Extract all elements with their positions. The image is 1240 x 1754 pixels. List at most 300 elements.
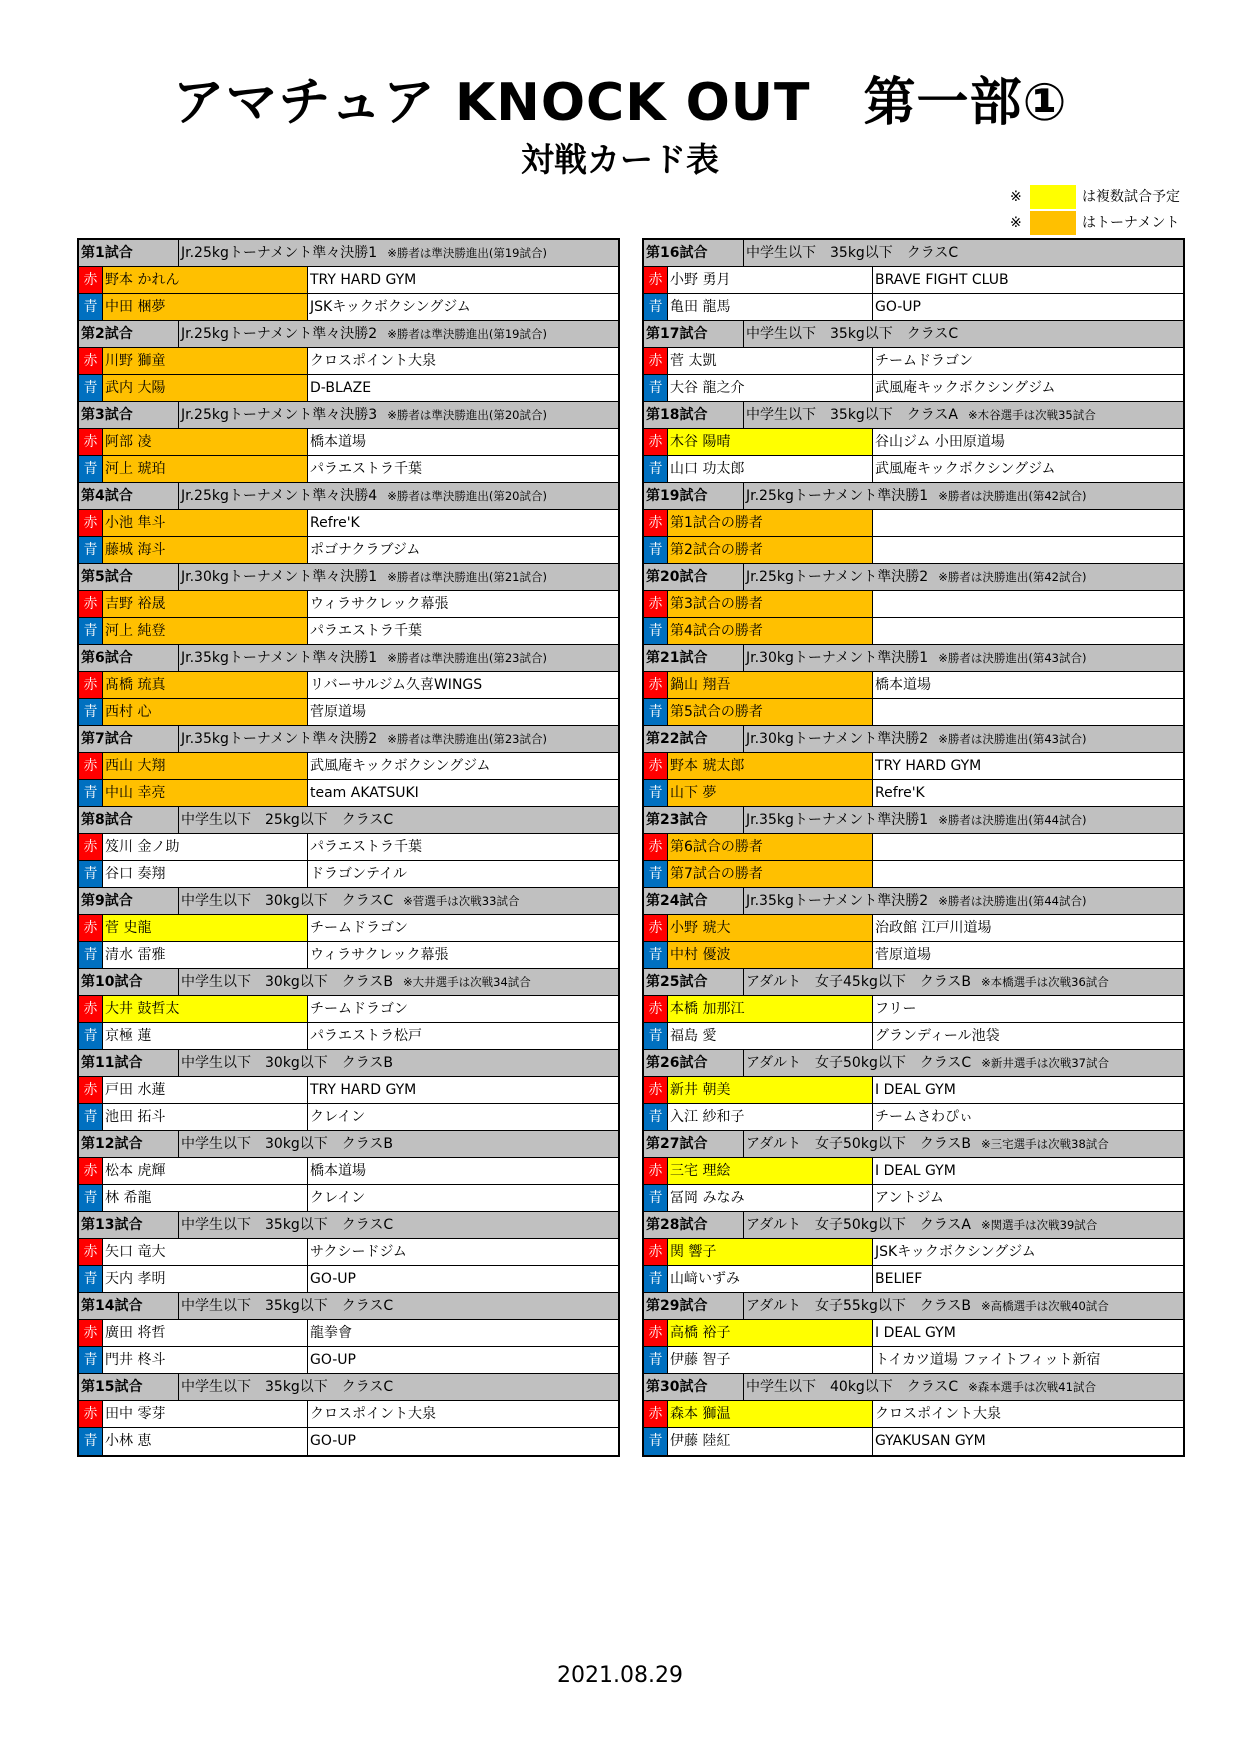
- bout-header: [79, 645, 618, 672]
- fighter-gym: クロスポイント大泉: [310, 1406, 436, 1422]
- bout-class-label: 中学生以下 30kg以下 クラスB: [181, 1136, 393, 1152]
- legend-label: はトーナメント: [1082, 215, 1180, 231]
- fighter-name: 西村 心: [103, 699, 308, 725]
- fighter-gym: [873, 510, 1183, 536]
- fighter-gym: クロスポイント大泉: [875, 1406, 1001, 1422]
- red-corner-row: [79, 510, 618, 537]
- fighter-name: 第2試合の勝者: [668, 537, 873, 563]
- bout-number: 第5試合: [79, 564, 179, 590]
- red-corner-row: [644, 1320, 1183, 1347]
- legend-label: は複数試合予定: [1082, 189, 1180, 205]
- red-corner-row: [79, 672, 618, 699]
- bout-number: 第28試合: [644, 1212, 744, 1238]
- blue-corner-badge: 青: [79, 1185, 103, 1211]
- fighter-gym: アントジム: [875, 1190, 944, 1206]
- bout-class: [179, 1212, 618, 1238]
- fighter-gym: 菅原道場: [875, 947, 931, 963]
- bout-class-label: Jr.35kgトーナメント準決勝2: [746, 893, 929, 909]
- blue-corner-badge: 青: [79, 780, 103, 806]
- blue-corner-row: [644, 456, 1183, 483]
- bout-number: 第16試合: [644, 240, 744, 266]
- fighter-name: 第5試合の勝者: [668, 699, 873, 725]
- blue-corner-row: [79, 861, 618, 888]
- bout-class: [179, 1050, 618, 1076]
- bout-class-label: 中学生以下 35kg以下 クラスC: [181, 1379, 394, 1395]
- fighter-name: 伊藤 智子: [668, 1347, 873, 1373]
- bout-class-label: 中学生以下 35kg以下 クラスC: [746, 326, 959, 342]
- red-corner-row: [644, 510, 1183, 537]
- blue-corner-row: [79, 537, 618, 564]
- fighter-gym: 谷山ジム 小田原道場: [875, 434, 1005, 450]
- blue-corner-row: [644, 1185, 1183, 1212]
- red-corner-row: [644, 1158, 1183, 1185]
- bout-class-label: 中学生以下 30kg以下 クラスB: [181, 1055, 393, 1071]
- fighter-name: 門井 柊斗: [103, 1347, 308, 1373]
- blue-corner-badge: 青: [644, 618, 668, 644]
- bout-class: [179, 1374, 618, 1400]
- red-corner-row: [644, 267, 1183, 294]
- fighter-name: 菅 太凱: [668, 348, 873, 374]
- blue-corner-badge: 青: [79, 618, 103, 644]
- fighter-name: 第7試合の勝者: [668, 861, 873, 887]
- red-corner-badge: 赤: [644, 672, 668, 698]
- blue-corner-badge: 青: [79, 1347, 103, 1373]
- fighter-name: 大谷 龍之介: [668, 375, 873, 401]
- fighter-gym: TRY HARD GYM: [310, 272, 417, 288]
- bout-class-label: 中学生以下 30kg以下 クラスB: [181, 974, 393, 990]
- blue-corner-row: [79, 1104, 618, 1131]
- fighter-name: 関 響子: [668, 1239, 873, 1265]
- bout-class-label: 中学生以下 25kg以下 クラスC: [181, 812, 394, 828]
- bout-header: [644, 240, 1183, 267]
- fighter-gym: ドラゴンテイル: [310, 866, 408, 882]
- blue-corner-badge: 青: [644, 942, 668, 968]
- red-corner-badge: 赤: [79, 672, 103, 698]
- fighter-name: 京極 蓮: [103, 1023, 308, 1049]
- bout-header: [644, 564, 1183, 591]
- bout-table-left: [77, 238, 620, 1457]
- red-corner-badge: 赤: [79, 915, 103, 941]
- fighter-gym: Refre'K: [875, 785, 925, 801]
- fighter-name: 大井 鼓哲太: [103, 996, 308, 1022]
- bout-class: [744, 888, 1183, 914]
- blue-corner-badge: 青: [644, 456, 668, 482]
- bout-class: [744, 1050, 1183, 1076]
- fighter-name: 中山 幸亮: [103, 780, 308, 806]
- bout-note: ※勝者は決勝進出(第44試合): [938, 813, 1087, 827]
- red-corner-badge: 赤: [644, 1077, 668, 1103]
- red-corner-row: [79, 996, 618, 1023]
- fighter-gym: BELIEF: [875, 1271, 923, 1287]
- blue-corner-badge: 青: [79, 456, 103, 482]
- fighter-gym: JSKキックボクシングジム: [310, 299, 471, 315]
- fighter-gym: 菅原道場: [310, 704, 366, 720]
- fighter-gym: クレイン: [310, 1109, 366, 1125]
- blue-corner-badge: 青: [79, 699, 103, 725]
- bout-note: ※勝者は準決勝進出(第23試合): [387, 651, 547, 665]
- fighter-gym: GO-UP: [310, 1433, 356, 1449]
- blue-corner-badge: 青: [644, 861, 668, 887]
- red-corner-row: [644, 429, 1183, 456]
- bout-note: ※勝者は決勝進出(第42試合): [938, 489, 1087, 503]
- fighter-gym: パラエストラ千葉: [310, 623, 422, 639]
- bout-class: [179, 969, 618, 995]
- fighter-name: 野本 かれん: [103, 267, 308, 293]
- bout-number: 第29試合: [644, 1293, 744, 1319]
- bout-class: [179, 483, 618, 509]
- bout-number: 第19試合: [644, 483, 744, 509]
- fighter-gym: 橋本道場: [310, 1163, 366, 1179]
- fighter-gym: [873, 537, 1183, 563]
- red-corner-row: [79, 429, 618, 456]
- bout-class-label: Jr.30kgトーナメント準決勝1: [746, 650, 929, 666]
- bout-header: [644, 321, 1183, 348]
- fighter-name: 入江 紗和子: [668, 1104, 873, 1130]
- fighter-gym: TRY HARD GYM: [310, 1082, 417, 1098]
- red-corner-badge: 赤: [79, 996, 103, 1022]
- bout-number: 第24試合: [644, 888, 744, 914]
- bout-note: ※木谷選手は次戦35試合: [967, 408, 1096, 422]
- bout-note: ※大井選手は次戦34試合: [403, 975, 531, 989]
- red-corner-badge: 赤: [644, 1239, 668, 1265]
- bout-note: ※菅選手は次戦33試合: [403, 894, 520, 908]
- bout-class-label: Jr.35kgトーナメント準々決勝1: [181, 650, 378, 666]
- blue-corner-row: [79, 942, 618, 969]
- legend-mark: ※: [1010, 189, 1022, 205]
- bout-class: [179, 321, 618, 347]
- fighter-gym: リバーサルジム久喜WINGS: [310, 677, 483, 693]
- blue-corner-badge: 青: [644, 1023, 668, 1049]
- bout-header: [644, 807, 1183, 834]
- blue-corner-row: [79, 1266, 618, 1293]
- red-corner-badge: 赤: [644, 1401, 668, 1427]
- fighter-name: 冨岡 みなみ: [668, 1185, 873, 1211]
- fighter-name: 谷口 奏翔: [103, 861, 308, 887]
- red-corner-badge: 赤: [79, 1320, 103, 1346]
- fighter-name: 山口 功太郎: [668, 456, 873, 482]
- fighter-gym: JSKキックボクシングジム: [875, 1244, 1036, 1260]
- blue-corner-badge: 青: [644, 294, 668, 320]
- fighter-name: 鍋山 翔吾: [668, 672, 873, 698]
- fighter-gym: [873, 699, 1183, 725]
- bout-class: [744, 240, 1183, 266]
- red-corner-row: [79, 1239, 618, 1266]
- red-corner-row: [644, 753, 1183, 780]
- red-corner-row: [644, 1077, 1183, 1104]
- fighter-gym: パラエストラ千葉: [310, 839, 422, 855]
- fighter-gym: I DEAL GYM: [875, 1082, 956, 1098]
- blue-corner-badge: 青: [79, 942, 103, 968]
- fighter-name: 森本 獅温: [668, 1401, 873, 1427]
- bout-class: [744, 402, 1183, 428]
- blue-corner-badge: 青: [644, 1185, 668, 1211]
- blue-corner-badge: 青: [644, 1266, 668, 1292]
- red-corner-badge: 赤: [644, 1320, 668, 1346]
- bout-number: 第22試合: [644, 726, 744, 752]
- blue-corner-badge: 青: [79, 861, 103, 887]
- fighter-gym: クレイン: [310, 1190, 366, 1206]
- bout-class: [179, 888, 618, 914]
- blue-corner-row: [644, 699, 1183, 726]
- red-corner-row: [644, 1239, 1183, 1266]
- fighter-name: 三宅 理絵: [668, 1158, 873, 1184]
- bout-class-label: Jr.30kgトーナメント準々決勝1: [181, 569, 378, 585]
- bout-header: [79, 1374, 618, 1401]
- bout-class-label: アダルト 女子50kg以下 クラスA: [746, 1217, 971, 1233]
- fighter-gym: チームドラゴン: [310, 1001, 408, 1017]
- red-corner-badge: 赤: [644, 753, 668, 779]
- bout-header: [644, 969, 1183, 996]
- fighter-name: 林 希龍: [103, 1185, 308, 1211]
- bout-class-label: 中学生以下 40kg以下 クラスC: [746, 1379, 959, 1395]
- blue-corner-badge: 青: [79, 1428, 103, 1455]
- bout-number: 第25試合: [644, 969, 744, 995]
- bout-number: 第2試合: [79, 321, 179, 347]
- bout-note: ※勝者は決勝進出(第43試合): [938, 651, 1087, 665]
- red-corner-badge: 赤: [644, 996, 668, 1022]
- bout-note: ※勝者は決勝進出(第42試合): [938, 570, 1087, 584]
- bout-header: [644, 1293, 1183, 1320]
- fighter-name: 吉野 裕晟: [103, 591, 308, 617]
- fighter-gym: I DEAL GYM: [875, 1325, 956, 1341]
- bout-class-label: 中学生以下 35kg以下 クラスC: [746, 245, 959, 261]
- bout-number: 第18試合: [644, 402, 744, 428]
- fighter-name: 髙橋 琉真: [103, 672, 308, 698]
- bout-class: [744, 726, 1183, 752]
- red-corner-badge: 赤: [79, 1239, 103, 1265]
- blue-corner-badge: 青: [644, 537, 668, 563]
- bout-note: ※新井選手は次戦37試合: [981, 1056, 1109, 1070]
- fighter-gym: パラエストラ千葉: [310, 461, 422, 477]
- bout-class-label: 中学生以下 35kg以下 クラスA: [746, 407, 958, 423]
- bout-class-label: Jr.35kgトーナメント準々決勝2: [181, 731, 378, 747]
- red-corner-row: [79, 834, 618, 861]
- bout-header: [644, 1050, 1183, 1077]
- red-corner-row: [644, 1401, 1183, 1428]
- bout-class: [179, 726, 618, 752]
- bout-number: 第30試合: [644, 1374, 744, 1400]
- fighter-gym: 武風庵キックボクシングジム: [310, 758, 491, 774]
- bout-class: [179, 645, 618, 671]
- fighter-gym: D-BLAZE: [310, 380, 372, 396]
- bout-header: [79, 807, 618, 834]
- fighter-gym: BRAVE FIGHT CLUB: [875, 272, 1009, 288]
- fighter-name: 第4試合の勝者: [668, 618, 873, 644]
- blue-corner-badge: 青: [644, 1104, 668, 1130]
- bout-number: 第4試合: [79, 483, 179, 509]
- blue-corner-badge: 青: [79, 537, 103, 563]
- blue-corner-badge: 青: [644, 699, 668, 725]
- bout-header: [644, 483, 1183, 510]
- bout-header: [644, 888, 1183, 915]
- bout-number: 第7試合: [79, 726, 179, 752]
- fighter-name: 川野 獅童: [103, 348, 308, 374]
- fighter-gym: 橋本道場: [875, 677, 931, 693]
- bout-number: 第10試合: [79, 969, 179, 995]
- bout-class-label: Jr.25kgトーナメント準々決勝4: [181, 488, 378, 504]
- fighter-gym: サクシードジム: [310, 1244, 407, 1260]
- bout-note: ※高橋選手は次戦40試合: [981, 1299, 1109, 1313]
- fighter-name: 廣田 将哲: [103, 1320, 308, 1346]
- bout-class-label: Jr.25kgトーナメント準決勝1: [746, 488, 929, 504]
- fighter-name: 福島 愛: [668, 1023, 873, 1049]
- red-corner-badge: 赤: [644, 267, 668, 293]
- fighter-name: 戸田 水蓮: [103, 1077, 308, 1103]
- blue-corner-row: [79, 1185, 618, 1212]
- bout-number: 第27試合: [644, 1131, 744, 1157]
- bout-class-label: 中学生以下 30kg以下 クラスC: [181, 893, 394, 909]
- bout-class-label: Jr.25kgトーナメント準々決勝3: [181, 407, 378, 423]
- blue-corner-row: [79, 1347, 618, 1374]
- red-corner-row: [644, 915, 1183, 942]
- bout-header: [79, 483, 618, 510]
- red-corner-badge: 赤: [79, 1158, 103, 1184]
- red-corner-badge: 赤: [79, 753, 103, 779]
- red-corner-row: [644, 996, 1183, 1023]
- blue-corner-row: [644, 1428, 1183, 1455]
- red-corner-badge: 赤: [79, 1401, 103, 1427]
- blue-corner-badge: 青: [644, 1347, 668, 1373]
- red-corner-badge: 赤: [644, 591, 668, 617]
- bout-header: [644, 726, 1183, 753]
- bout-header: [79, 888, 618, 915]
- bout-class: [179, 807, 618, 833]
- bout-header: [644, 645, 1183, 672]
- bout-header: [79, 240, 618, 267]
- bout-class: [179, 402, 618, 428]
- legend-swatch-orange: [1030, 211, 1076, 235]
- fighter-gym: 治政館 江戸川道場: [875, 920, 992, 936]
- fighter-gym: グランディール池袋: [875, 1028, 1000, 1044]
- red-corner-row: [79, 267, 618, 294]
- fighter-name: 松本 虎輝: [103, 1158, 308, 1184]
- bout-number: 第6試合: [79, 645, 179, 671]
- bout-header: [79, 969, 618, 996]
- fighter-gym: ポゴナクラブジム: [310, 542, 421, 558]
- red-corner-row: [79, 1401, 618, 1428]
- bout-note: ※三宅選手は次戦38試合: [981, 1137, 1109, 1151]
- bout-number: 第26試合: [644, 1050, 744, 1076]
- fighter-gym: [873, 834, 1183, 860]
- document-date: 2021.08.29: [557, 1663, 683, 1688]
- bout-note: ※森本選手は次戦41試合: [968, 1380, 1096, 1394]
- fighter-name: 笈川 金ノ助: [103, 834, 308, 860]
- fighter-name: 野本 琥太郎: [668, 753, 873, 779]
- bout-number: 第17試合: [644, 321, 744, 347]
- fighter-name: 伊藤 陸紅: [668, 1428, 873, 1455]
- fighter-gym: GYAKUSAN GYM: [875, 1433, 986, 1449]
- bout-class: [179, 1293, 618, 1319]
- bout-class-label: Jr.30kgトーナメント準決勝2: [746, 731, 929, 747]
- bout-note: ※勝者は準決勝進出(第19試合): [387, 246, 547, 260]
- red-corner-row: [79, 1158, 618, 1185]
- bout-number: 第8試合: [79, 807, 179, 833]
- bout-table-right: [642, 238, 1185, 1457]
- bout-note: ※勝者は準決勝進出(第23試合): [387, 732, 547, 746]
- bout-class-label: Jr.35kgトーナメント準決勝1: [746, 812, 929, 828]
- red-corner-badge: 赤: [79, 591, 103, 617]
- red-corner-badge: 赤: [79, 429, 103, 455]
- fighter-gym: I DEAL GYM: [875, 1163, 956, 1179]
- red-corner-row: [644, 348, 1183, 375]
- blue-corner-row: [644, 618, 1183, 645]
- blue-corner-row: [79, 699, 618, 726]
- red-corner-row: [79, 915, 618, 942]
- fighter-name: 中田 梱夢: [103, 294, 308, 320]
- bout-header: [79, 726, 618, 753]
- bout-number: 第23試合: [644, 807, 744, 833]
- page-subtitle: 対戦カード表: [521, 140, 719, 179]
- red-corner-row: [644, 591, 1183, 618]
- blue-corner-row: [79, 294, 618, 321]
- bout-number: 第9試合: [79, 888, 179, 914]
- blue-corner-row: [644, 861, 1183, 888]
- blue-corner-badge: 青: [644, 375, 668, 401]
- fighter-gym: GO-UP: [310, 1352, 356, 1368]
- bout-class-label: アダルト 女子50kg以下 クラスC: [746, 1055, 972, 1071]
- bout-class-label: アダルト 女子55kg以下 クラスB: [746, 1298, 972, 1314]
- red-corner-row: [79, 591, 618, 618]
- bout-note: ※本橋選手は次戦36試合: [981, 975, 1109, 989]
- fighter-gym: TRY HARD GYM: [875, 758, 982, 774]
- red-corner-badge: 赤: [644, 1158, 668, 1184]
- fighter-gym: 橋本道場: [310, 434, 366, 450]
- bout-note: ※関選手は次戦39試合: [981, 1218, 1098, 1232]
- fighter-gym: GO-UP: [875, 299, 921, 315]
- blue-corner-row: [79, 1428, 618, 1455]
- bout-header: [79, 1212, 618, 1239]
- bout-header: [644, 1374, 1183, 1401]
- bout-class: [744, 564, 1183, 590]
- bout-number: 第14試合: [79, 1293, 179, 1319]
- red-corner-badge: 赤: [79, 510, 103, 536]
- blue-corner-badge: 青: [79, 1104, 103, 1130]
- fighter-name: 西山 大翔: [103, 753, 308, 779]
- bout-number: 第15試合: [79, 1374, 179, 1400]
- bout-class-label: Jr.25kgトーナメント準決勝2: [746, 569, 929, 585]
- bout-class: [744, 645, 1183, 671]
- blue-corner-row: [644, 1347, 1183, 1374]
- fighter-name: 第3試合の勝者: [668, 591, 873, 617]
- bout-number: 第11試合: [79, 1050, 179, 1076]
- fighter-name: 河上 琥珀: [103, 456, 308, 482]
- blue-corner-badge: 青: [79, 1266, 103, 1292]
- blue-corner-row: [644, 780, 1183, 807]
- bout-number: 第21試合: [644, 645, 744, 671]
- fighter-name: 清水 雷雅: [103, 942, 308, 968]
- fighter-gym: 武風庵キックボクシングジム: [875, 380, 1056, 396]
- fighter-name: 池田 拓斗: [103, 1104, 308, 1130]
- bout-note: ※勝者は決勝進出(第44試合): [938, 894, 1087, 908]
- bout-header: [644, 402, 1183, 429]
- bout-note: ※勝者は準決勝進出(第21試合): [387, 570, 547, 584]
- fighter-gym: チームドラゴン: [310, 920, 408, 936]
- fighter-gym: フリー: [875, 1001, 917, 1017]
- fighter-gym: 武風庵キックボクシングジム: [875, 461, 1056, 477]
- red-corner-badge: 赤: [644, 348, 668, 374]
- blue-corner-badge: 青: [644, 780, 668, 806]
- bout-class-label: アダルト 女子45kg以下 クラスB: [746, 974, 972, 990]
- fighter-gym: トイカツ道場 ファイトフィット新宿: [875, 1352, 1101, 1368]
- blue-corner-row: [644, 294, 1183, 321]
- fighter-name: 小野 琥大: [668, 915, 873, 941]
- bout-class: [744, 1131, 1183, 1157]
- bout-class: [744, 483, 1183, 509]
- red-corner-badge: 赤: [644, 429, 668, 455]
- bout-number: 第1試合: [79, 240, 179, 266]
- fighter-gym: ウィラサクレック幕張: [310, 947, 449, 963]
- fighter-name: 矢口 竜大: [103, 1239, 308, 1265]
